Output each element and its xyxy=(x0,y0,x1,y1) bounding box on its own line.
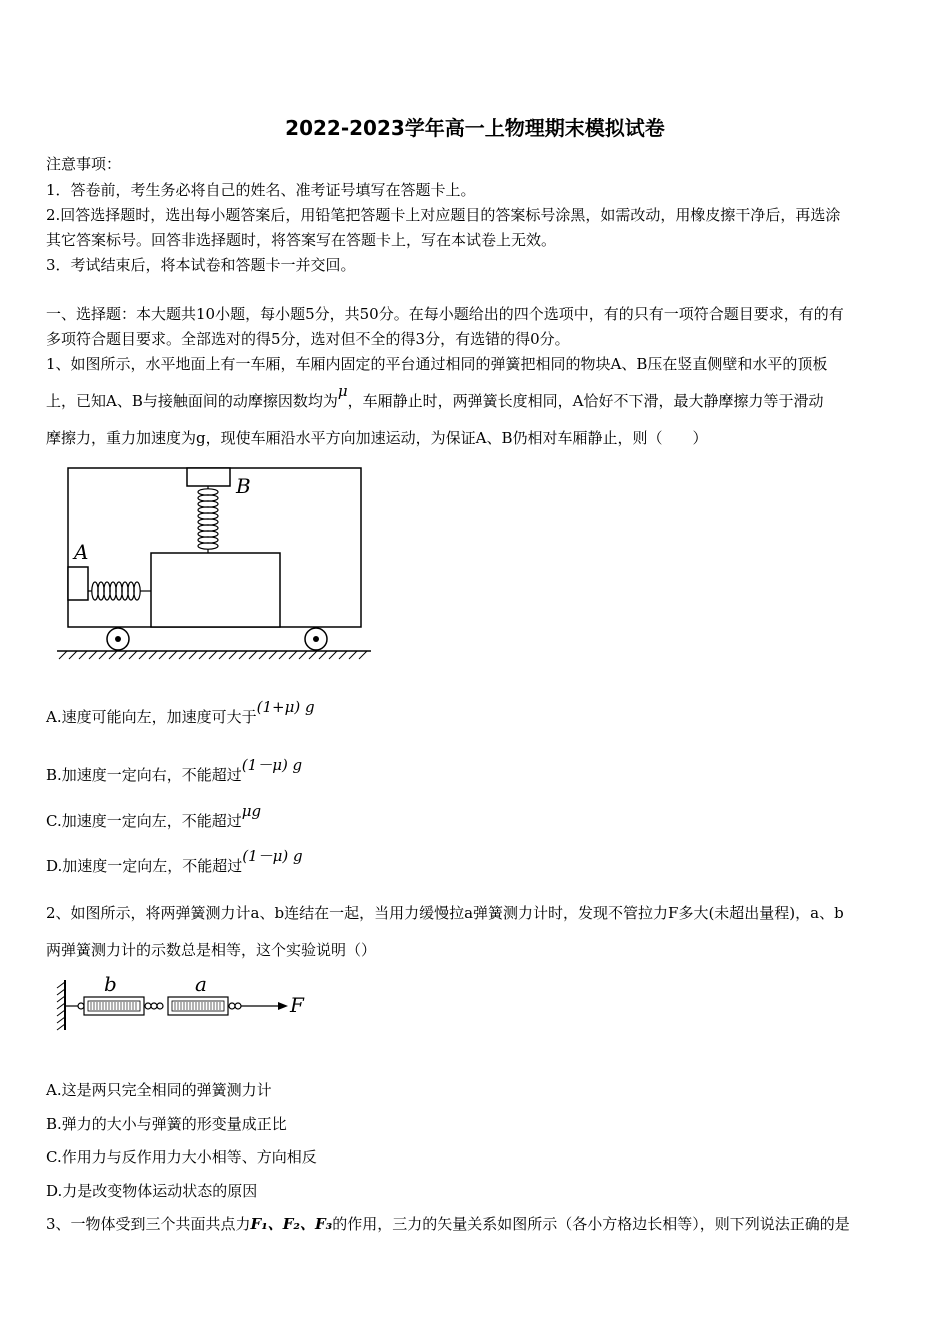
q2-figure-spring-scales xyxy=(44,974,314,1036)
spring-vertical xyxy=(198,486,218,553)
q2-stem-line2: 两弹簧测力计的示数总是相等，这个实验说明（） xyxy=(46,941,377,959)
q1-option-d-formula: (1－μ) g xyxy=(242,847,303,865)
notice-item-2: 2.回答选择题时，选出每小题答案后，用铅笔把答题卡上对应题目的答案标号涂黑，如需改动，用橡皮擦干净后，再选涂 xyxy=(46,206,841,224)
q1-option-b-formula: (1－μ) g xyxy=(241,756,303,774)
q1-option-c-text: C.加速度一定向左，不能超过 xyxy=(46,812,242,830)
notice-item-3: 3．考试结束后，将本试卷和答题卡一并交回。 xyxy=(46,256,356,274)
q1-stem-line1: 1、如图所示，水平地面上有一车厢，车厢内固定的平台通过相同的弹簧把相同的物块A、B压在竖直侧壁和水平的顶板 xyxy=(46,355,828,373)
q1-option-a[interactable] xyxy=(46,698,315,727)
label-f: F xyxy=(290,993,304,1017)
label-a: A xyxy=(74,540,89,564)
q1-stem-line2a: 上，已知A、B与接触面间的动摩擦因数均为 xyxy=(46,392,338,410)
notice-item-2-cont: 其它答案标号。回答非选择题时，将答案写在答题卡上，写在本试卷上无效。 xyxy=(46,231,557,249)
q2-option-a[interactable]: A.这是两只完全相同的弹簧测力计 xyxy=(46,1081,272,1099)
q1-stem-line3: 摩擦力，重力加速度为g，现使车厢沿水平方向加速运动，为保证A、B仍相对车厢静止，则（ ） xyxy=(46,429,708,447)
wall-hatching xyxy=(57,982,65,1030)
q1-stem-line2b: ，车厢静止时，两弹簧长度相同，A恰好不下滑，最大静摩擦力等于滑动 xyxy=(347,392,824,410)
q1-option-c[interactable] xyxy=(46,802,262,831)
spring-scale-a xyxy=(168,997,228,1015)
spring-horizontal xyxy=(88,582,151,600)
label-b: B xyxy=(236,474,251,498)
q1-option-c-formula: μg xyxy=(241,802,262,820)
q1-option-d-text: D.加速度一定向左，不能超过 xyxy=(46,857,243,875)
q1-option-a-formula: (1+μ) g xyxy=(256,698,315,716)
section-intro-line2: 多项符合题目要求。全部选对的得5分，选对但不全的得3分，有选错的得0分。 xyxy=(46,330,570,348)
wheel-right xyxy=(305,628,327,650)
q2-option-d[interactable]: D.力是改变物体运动状态的原因 xyxy=(46,1182,258,1200)
q2-option-b[interactable]: B.弹力的大小与弹簧的形变量成正比 xyxy=(46,1115,287,1133)
q3-stem-line1a: 3、一物体受到三个共面共点力 xyxy=(46,1215,251,1233)
q1-option-d[interactable] xyxy=(46,847,303,876)
platform xyxy=(151,553,280,627)
q1-option-b[interactable] xyxy=(46,756,303,785)
q3-stem-line1 xyxy=(46,1213,850,1234)
mu-symbol: μ xyxy=(337,382,348,400)
block-a xyxy=(68,567,88,600)
q1-option-b-text: B.加速度一定向右，不能超过 xyxy=(46,766,242,784)
q1-stem-line2 xyxy=(46,382,824,411)
block-b xyxy=(187,468,230,486)
q3-stem-line1b: 的作用，三力的矢量关系如图所示（各小方格边长相等），则下列说法正确的是 xyxy=(332,1215,850,1233)
page-title: 2022-2023学年高一上物理期末模拟试卷 xyxy=(285,116,665,140)
q1-figure-carriage xyxy=(55,462,375,667)
section-intro-line1: 一、选择题：本大题共10小题，每小题5分，共50分。在每小题给出的四个选项中，有的只有一项符合题目要求，有的有 xyxy=(46,305,844,323)
spring-scale-b xyxy=(84,997,144,1015)
wheel-left xyxy=(107,628,129,650)
q3-forces: F₁、F₂、F₃ xyxy=(250,1215,333,1233)
ground-hatching xyxy=(59,651,367,659)
notice-heading: 注意事项： xyxy=(46,155,122,173)
notice-item-1: 1．答卷前，考生务必将自己的姓名、准考证号填写在答题卡上。 xyxy=(46,181,476,199)
q1-option-a-text: A.速度可能向左，加速度可大于 xyxy=(46,708,257,726)
label-b: b xyxy=(104,974,117,996)
q2-option-c[interactable]: C.作用力与反作用力大小相等、方向相反 xyxy=(46,1148,317,1166)
q2-stem-line1: 2、如图所示，将两弹簧测力计a、b连结在一起，当用力缓慢拉a弹簧测力计时，发现不管拉力F多大(未超出量程)，a、b xyxy=(46,904,844,922)
label-a: a xyxy=(195,974,207,996)
